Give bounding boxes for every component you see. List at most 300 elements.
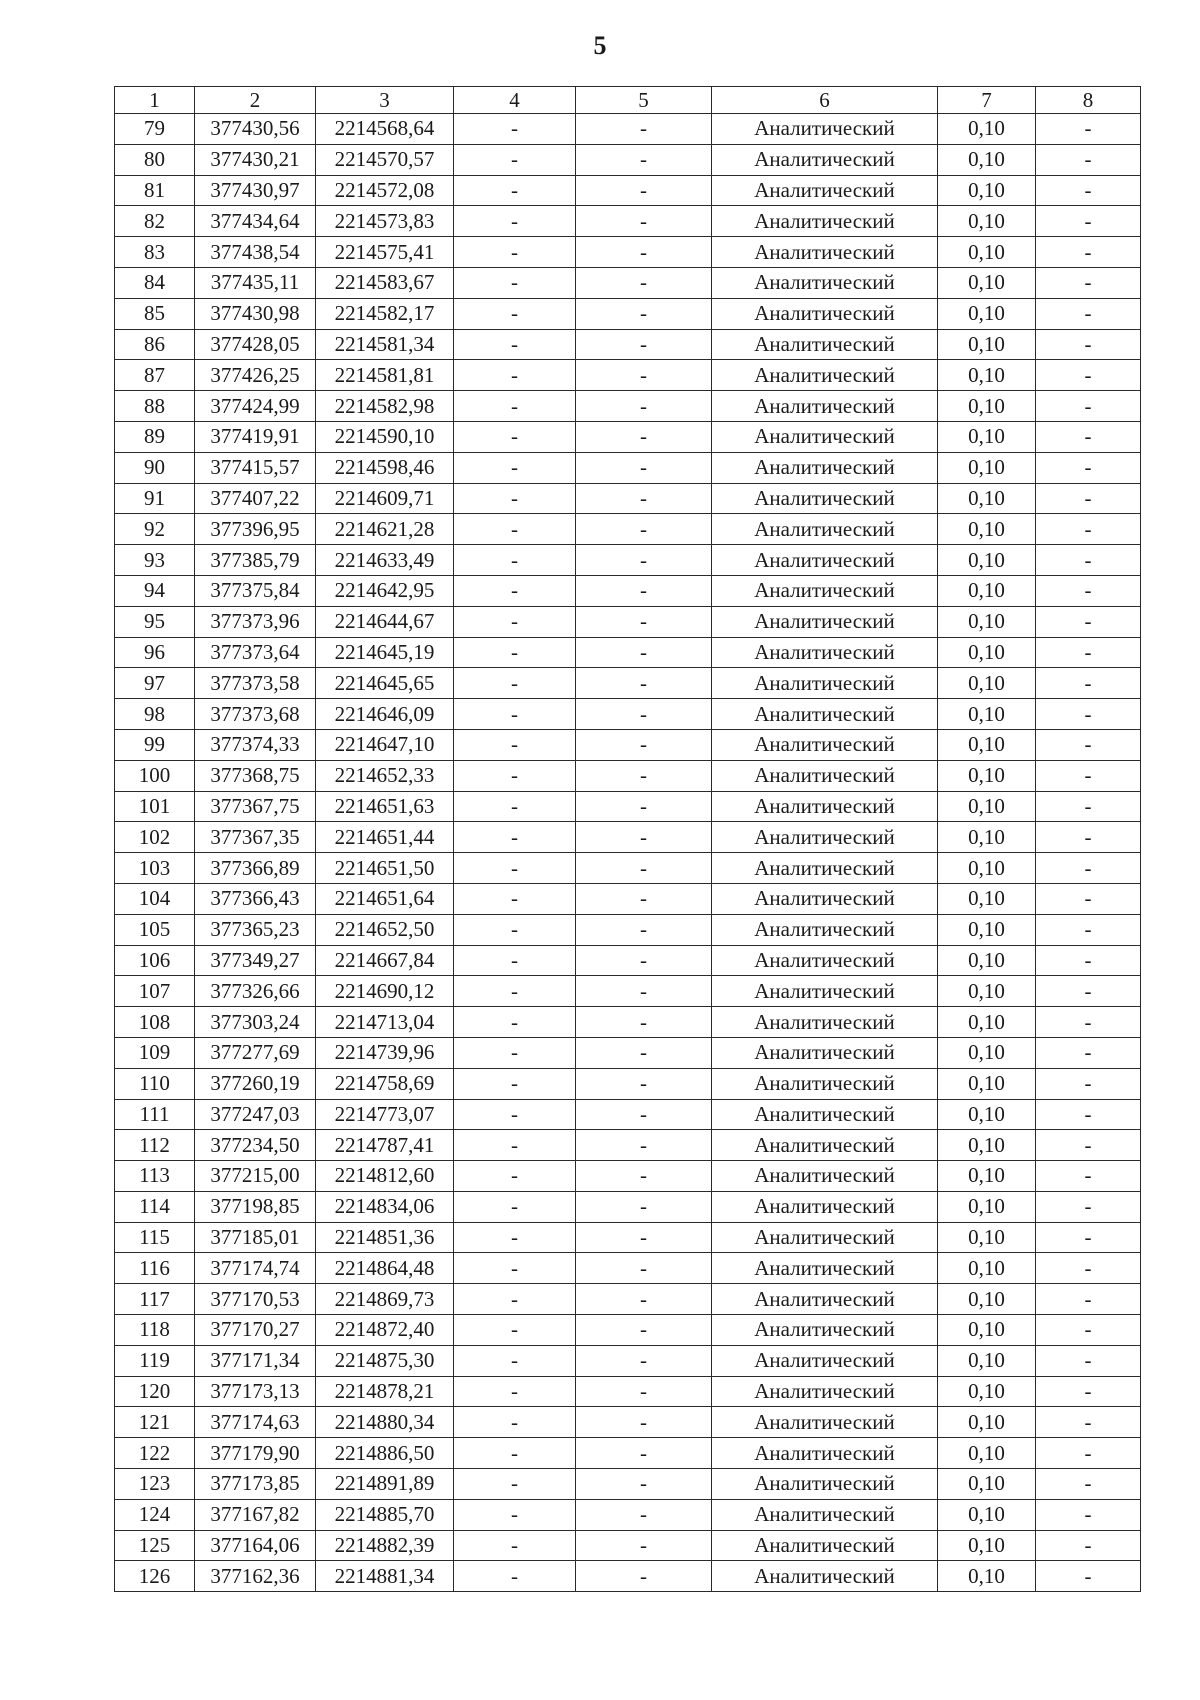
table-cell: Аналитический [712,914,938,945]
table-cell: 0,10 [938,945,1036,976]
table-row [115,976,1141,1007]
table-cell: - [576,760,712,791]
table-cell: 0,10 [938,1315,1036,1346]
table-cell: 2214568,64 [316,114,454,145]
table-cell: - [454,1345,576,1376]
table-cell: - [454,1191,576,1222]
table-cell: - [576,267,712,298]
table-cell: 0,10 [938,853,1036,884]
table-cell: Аналитический [712,298,938,329]
table-cell: - [1036,1130,1141,1161]
table-cell: 377430,56 [195,114,316,145]
table-cell: - [1036,1438,1141,1469]
table-cell: 377424,99 [195,391,316,422]
table-row [115,206,1141,237]
table-cell: 377277,69 [195,1037,316,1068]
table-cell: 0,10 [938,1284,1036,1315]
table-cell: - [454,114,576,145]
table-cell: - [1036,483,1141,514]
table-cell: - [454,391,576,422]
table-cell: - [576,1438,712,1469]
table-cell: - [1036,1315,1141,1346]
table-cell: Аналитический [712,1407,938,1438]
table-cell: - [1036,1007,1141,1038]
table-cell: - [454,1130,576,1161]
table-cell: 2214758,69 [316,1068,454,1099]
table-cell: - [1036,853,1141,884]
table-cell: Аналитический [712,114,938,145]
table-cell: - [454,1530,576,1561]
table-row [115,329,1141,360]
table-cell: - [576,237,712,268]
table-cell: - [454,729,576,760]
table-cell: 114 [115,1191,195,1222]
table-cell: - [1036,1222,1141,1253]
table-cell: 2214651,44 [316,822,454,853]
table-cell: 2214646,09 [316,699,454,730]
table-row [115,391,1141,422]
table-cell: 100 [115,760,195,791]
table-cell: 0,10 [938,1438,1036,1469]
table-cell: - [1036,206,1141,237]
table-cell: - [454,1284,576,1315]
table-cell: 2214869,73 [316,1284,454,1315]
table-cell: 377367,35 [195,822,316,853]
table-cell: - [576,606,712,637]
table-cell: 2214651,64 [316,883,454,914]
table-cell: - [1036,360,1141,391]
table-cell: - [454,822,576,853]
table-cell: 377430,21 [195,144,316,175]
table-row [115,1345,1141,1376]
table-cell: Аналитический [712,360,938,391]
table-row [115,1161,1141,1192]
table-cell: - [576,699,712,730]
table-cell: Аналитический [712,514,938,545]
table-cell: 377174,63 [195,1407,316,1438]
table-cell: - [576,298,712,329]
table-cell: 2214621,28 [316,514,454,545]
table-cell: - [454,267,576,298]
table-cell: Аналитический [712,729,938,760]
table-cell: - [576,1068,712,1099]
table-cell: 377438,54 [195,237,316,268]
table-cell: - [454,883,576,914]
table-cell: Аналитический [712,267,938,298]
table-cell: 2214644,67 [316,606,454,637]
table-row [115,822,1141,853]
table-cell: - [454,1099,576,1130]
table-cell: 2214882,39 [316,1530,454,1561]
table-cell: 0,10 [938,914,1036,945]
table-cell: - [454,637,576,668]
table-row [115,914,1141,945]
table-cell: - [1036,1345,1141,1376]
table-row [115,1530,1141,1561]
table-cell: - [1036,822,1141,853]
table-cell: - [454,175,576,206]
table-cell: 377435,11 [195,267,316,298]
table-row [115,1469,1141,1500]
table-cell: - [454,421,576,452]
table-cell: - [454,329,576,360]
table-cell: - [1036,1530,1141,1561]
table-cell: - [576,791,712,822]
table-cell: 377373,58 [195,668,316,699]
table-cell: 91 [115,483,195,514]
table-cell: - [1036,1284,1141,1315]
table-row [115,483,1141,514]
table-cell: Аналитический [712,1068,938,1099]
table-cell: - [454,791,576,822]
table-cell: 0,10 [938,1499,1036,1530]
column-header: 4 [454,87,576,114]
table-cell: 377430,98 [195,298,316,329]
table-cell: 2214886,50 [316,1438,454,1469]
table-cell: 111 [115,1099,195,1130]
table-cell: 2214891,89 [316,1469,454,1500]
table-row [115,1191,1141,1222]
table-cell: 2214582,17 [316,298,454,329]
table-cell: 377260,19 [195,1068,316,1099]
table-cell: Аналитический [712,699,938,730]
table-cell: 2214881,34 [316,1561,454,1592]
table-cell: 377365,23 [195,914,316,945]
table-cell: - [576,1284,712,1315]
table-row [115,514,1141,545]
table-cell: - [576,1161,712,1192]
table-cell: - [1036,1407,1141,1438]
table-cell: 82 [115,206,195,237]
table-cell: - [1036,1561,1141,1592]
table-cell: 377326,66 [195,976,316,1007]
table-cell: 123 [115,1469,195,1500]
table-cell: Аналитический [712,1499,938,1530]
table-row [115,144,1141,175]
table-cell: 0,10 [938,298,1036,329]
table-cell: 0,10 [938,114,1036,145]
table-cell: 0,10 [938,175,1036,206]
table-cell: - [1036,883,1141,914]
table-row [115,945,1141,976]
table-cell: 0,10 [938,668,1036,699]
table-cell: - [1036,1099,1141,1130]
table-cell: Аналитический [712,760,938,791]
table-cell: - [1036,914,1141,945]
table-cell: 0,10 [938,1376,1036,1407]
table-cell: - [576,668,712,699]
table-cell: 0,10 [938,883,1036,914]
table-cell: - [454,1253,576,1284]
table-cell: 0,10 [938,1099,1036,1130]
table-cell: 0,10 [938,452,1036,483]
table-cell: - [454,298,576,329]
column-header: 7 [938,87,1036,114]
table-cell: 0,10 [938,483,1036,514]
table-cell: - [576,1130,712,1161]
table-cell: 0,10 [938,1130,1036,1161]
table-cell: 0,10 [938,1161,1036,1192]
table-cell: - [454,1407,576,1438]
table-cell: Аналитический [712,1284,938,1315]
table-cell: 377385,79 [195,545,316,576]
table-cell: 93 [115,545,195,576]
table-cell: - [1036,1068,1141,1099]
table-cell: Аналитический [712,1130,938,1161]
table-cell: - [576,822,712,853]
table-cell: 94 [115,575,195,606]
table-cell: - [576,1530,712,1561]
table-cell: 117 [115,1284,195,1315]
table-body [115,114,1141,1592]
table-cell: 2214812,60 [316,1161,454,1192]
table-cell: 377366,43 [195,883,316,914]
table-cell: 2214787,41 [316,1130,454,1161]
table-row [115,1499,1141,1530]
column-header: 3 [316,87,454,114]
table-row [115,1284,1141,1315]
table-cell: - [1036,114,1141,145]
table-cell: 118 [115,1315,195,1346]
table-cell: 2214583,67 [316,267,454,298]
table-cell: 0,10 [938,575,1036,606]
table-cell: - [576,391,712,422]
table-cell: 2214598,46 [316,452,454,483]
table-cell: 80 [115,144,195,175]
table-cell: - [576,945,712,976]
table-cell: - [1036,144,1141,175]
table-cell: 377185,01 [195,1222,316,1253]
table-cell: - [454,1438,576,1469]
table-cell: 2214878,21 [316,1376,454,1407]
table-cell: 0,10 [938,545,1036,576]
table-cell: 90 [115,452,195,483]
table-cell: 377349,27 [195,945,316,976]
table-cell: - [454,360,576,391]
table-cell: - [576,729,712,760]
table-cell: 377430,97 [195,175,316,206]
table-cell: - [576,1191,712,1222]
table-cell: - [1036,760,1141,791]
table-cell: 0,10 [938,791,1036,822]
table-cell: 113 [115,1161,195,1192]
table-cell: Аналитический [712,1376,938,1407]
table-cell: - [1036,1191,1141,1222]
table-cell: - [454,1561,576,1592]
table-cell: 119 [115,1345,195,1376]
table-cell: - [454,575,576,606]
table-row [115,668,1141,699]
table-cell: 103 [115,853,195,884]
table-cell: - [454,699,576,730]
table-cell: 2214652,33 [316,760,454,791]
table-cell: - [576,1345,712,1376]
table-cell: - [1036,637,1141,668]
table-cell: 0,10 [938,1222,1036,1253]
table-cell: - [1036,575,1141,606]
table-cell: 377234,50 [195,1130,316,1161]
table-cell: 2214581,34 [316,329,454,360]
table-cell: - [454,1037,576,1068]
table-cell: Аналитический [712,637,938,668]
table-cell: 106 [115,945,195,976]
table-cell: 95 [115,606,195,637]
table-row [115,606,1141,637]
table-cell: Аналитический [712,237,938,268]
table-row [115,237,1141,268]
table-cell: - [576,545,712,576]
table-cell: 2214739,96 [316,1037,454,1068]
table-cell: - [454,1315,576,1346]
table-cell: - [454,483,576,514]
table-cell: 0,10 [938,421,1036,452]
table-cell: 377368,75 [195,760,316,791]
table-cell: 0,10 [938,637,1036,668]
table-cell: - [576,514,712,545]
table-cell: 85 [115,298,195,329]
table-cell: 112 [115,1130,195,1161]
table-cell: 99 [115,729,195,760]
table-cell: - [454,1469,576,1500]
table-row [115,421,1141,452]
table-row [115,575,1141,606]
table-cell: 377396,95 [195,514,316,545]
table-cell: 0,10 [938,391,1036,422]
table-row [115,1068,1141,1099]
table-cell: Аналитический [712,1222,938,1253]
table-cell: 377366,89 [195,853,316,884]
table-cell: - [454,976,576,1007]
table-cell: 0,10 [938,729,1036,760]
table-cell: - [1036,606,1141,637]
table-cell: 2214880,34 [316,1407,454,1438]
table-cell: - [576,575,712,606]
table-cell: 0,10 [938,606,1036,637]
table-row [115,699,1141,730]
table-cell: 2214575,41 [316,237,454,268]
table-cell: - [1036,421,1141,452]
table-cell: Аналитический [712,1191,938,1222]
coordinates-table [114,86,1141,1592]
table-cell: 0,10 [938,360,1036,391]
table-cell: 2214642,95 [316,575,454,606]
table-cell: 2214572,08 [316,175,454,206]
table-cell: 116 [115,1253,195,1284]
table-cell: 88 [115,391,195,422]
table-cell: 377170,27 [195,1315,316,1346]
table-cell: 122 [115,1438,195,1469]
table-row [115,1253,1141,1284]
table-cell: Аналитический [712,853,938,884]
table-cell: Аналитический [712,976,938,1007]
table-cell: - [576,1222,712,1253]
table-cell: - [1036,1037,1141,1068]
table-cell: - [1036,391,1141,422]
table-cell: - [576,329,712,360]
table-cell: - [576,1037,712,1068]
table-cell: 2214875,30 [316,1345,454,1376]
table-cell: 102 [115,822,195,853]
table-cell: - [1036,1469,1141,1500]
table-cell: Аналитический [712,391,938,422]
table-cell: - [576,883,712,914]
table-cell: 2214573,83 [316,206,454,237]
table-cell: 377215,00 [195,1161,316,1192]
table-cell: 377373,96 [195,606,316,637]
table-cell: 121 [115,1407,195,1438]
table-row [115,1407,1141,1438]
table-cell: - [576,1376,712,1407]
table-cell: Аналитический [712,545,938,576]
table-cell: - [454,914,576,945]
table-cell: - [576,976,712,1007]
table-cell: 2214885,70 [316,1499,454,1530]
table-cell: 377373,64 [195,637,316,668]
table-cell: Аналитический [712,1561,938,1592]
table-cell: - [576,483,712,514]
table-cell: 109 [115,1037,195,1068]
table-cell: 2214864,48 [316,1253,454,1284]
table-cell: 377428,05 [195,329,316,360]
table-cell: 2214570,57 [316,144,454,175]
table-cell: - [454,1222,576,1253]
table-cell: 2214651,63 [316,791,454,822]
table-row [115,1099,1141,1130]
table-cell: - [454,144,576,175]
table-cell: - [454,1007,576,1038]
table-cell: - [1036,668,1141,699]
table-cell: 2214647,10 [316,729,454,760]
table-cell: Аналитический [712,452,938,483]
table-row [115,1376,1141,1407]
table-cell: Аналитический [712,575,938,606]
table-cell: 377167,82 [195,1499,316,1530]
table-cell: - [576,1469,712,1500]
table-cell: - [576,1315,712,1346]
table-cell: - [576,1007,712,1038]
table-row [115,637,1141,668]
table-cell: Аналитический [712,1469,938,1500]
table-cell: 104 [115,883,195,914]
table-cell: 115 [115,1222,195,1253]
table-cell: Аналитический [712,945,938,976]
table-cell: - [1036,699,1141,730]
table-cell: - [576,421,712,452]
table-cell: 2214713,04 [316,1007,454,1038]
table-cell: 120 [115,1376,195,1407]
table-cell: - [1036,329,1141,360]
table-row [115,267,1141,298]
table-cell: 2214690,12 [316,976,454,1007]
table-cell: 2214609,71 [316,483,454,514]
column-header: 5 [576,87,712,114]
table-row [115,298,1141,329]
table-cell: Аналитический [712,1438,938,1469]
table-cell: 377198,85 [195,1191,316,1222]
table-cell: 2214773,07 [316,1099,454,1130]
table-cell: 2214652,50 [316,914,454,945]
table-cell: 0,10 [938,267,1036,298]
table-cell: 124 [115,1499,195,1530]
table-cell: Аналитический [712,1007,938,1038]
table-cell: 2214645,19 [316,637,454,668]
table-cell: - [454,452,576,483]
table-cell: - [454,206,576,237]
page-number: 5 [593,31,607,60]
table-cell: 92 [115,514,195,545]
column-header: 1 [115,87,195,114]
table-cell: 107 [115,976,195,1007]
